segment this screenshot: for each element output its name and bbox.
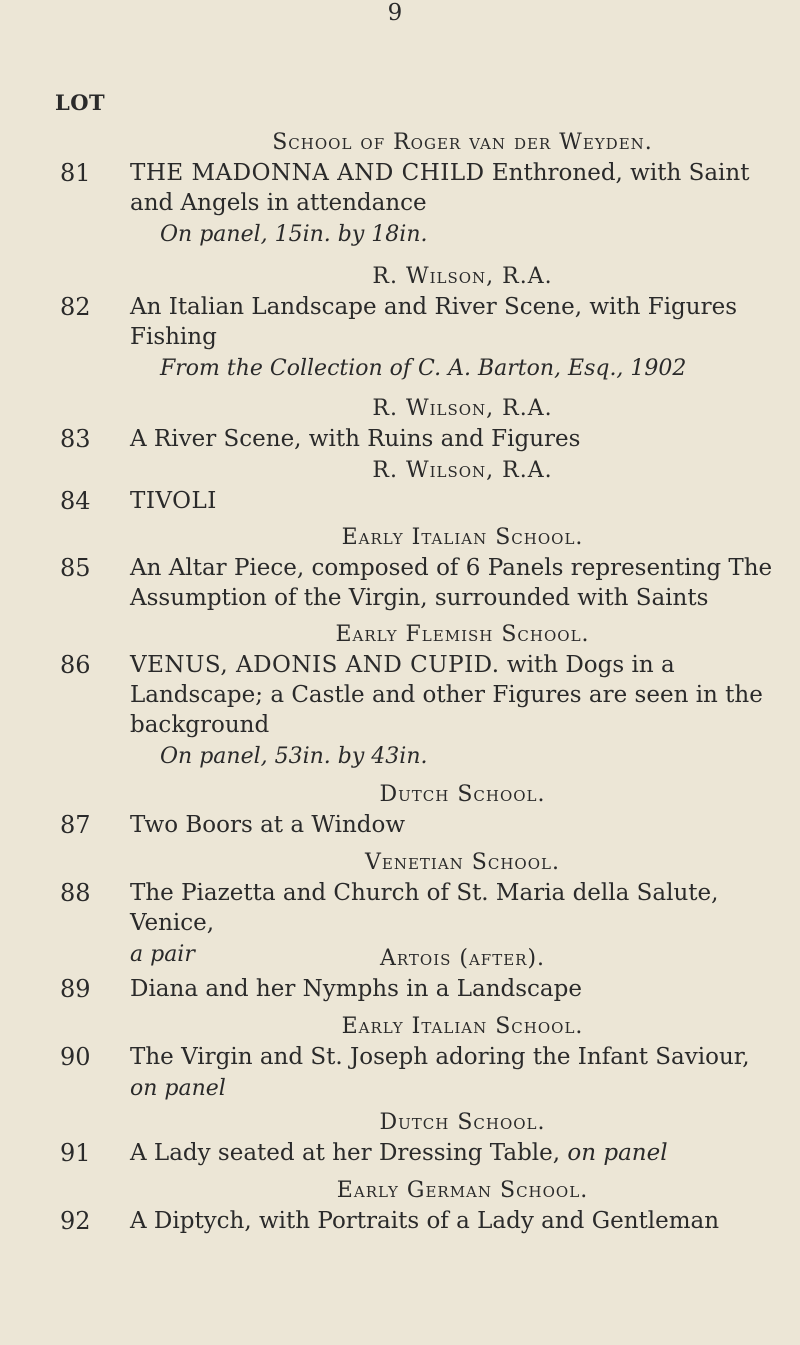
lot-title: TIVOLI — [130, 488, 217, 514]
artist-heading: School of Roger van der Weyden. — [272, 130, 653, 155]
lot-title: VENUS, ADONIS AND CUPID. — [130, 652, 500, 678]
lot-number: 89 — [60, 975, 91, 1003]
lot-description: The Virgin and St. Joseph adoring the Infant Saviour, — [130, 1044, 750, 1070]
artist-heading: Dutch School. — [379, 1110, 546, 1135]
lot-number: 88 — [60, 879, 91, 907]
lot-description — [130, 1138, 785, 1168]
lot-description: A Diptych, with Portraits of a Lady and Gentleman — [130, 1208, 720, 1234]
lot-body — [130, 780, 785, 840]
lot-title: THE MADONNA AND CHILD — [130, 160, 485, 186]
lot-note: On panel, 15in. by 18in. — [160, 222, 428, 247]
lot-description: Two Boors at a Window — [130, 812, 406, 838]
lot-text: Enthroned, with Saint and Angels in attendance — [130, 160, 750, 216]
lot-column-header: LOT — [55, 90, 106, 115]
lot-description: A River Scene, with Ruins and Figures — [130, 426, 581, 452]
lot-body — [130, 523, 785, 613]
lot-number: 85 — [60, 554, 91, 582]
artist-heading: R. Wilson, R.A. — [372, 396, 553, 421]
lot-note: From the Collection of C. A. Barton, Esq., 1902 — [160, 356, 687, 381]
lot-body — [130, 262, 785, 384]
lot-description: Diana and her Nymphs in a Landscape — [130, 976, 582, 1002]
lot-description — [130, 486, 785, 516]
lot-description: An Altar Piece, composed of 6 Panels representing The Assumption of the Virgin, surrounded with Saints — [130, 555, 773, 611]
lot-number: 87 — [60, 811, 91, 839]
artist-heading: R. Wilson, R.A. — [372, 458, 553, 483]
lot-description: The Piazetta and Church of St. Maria della Salute, Venice, — [130, 880, 719, 936]
lot-note: a pair — [130, 942, 195, 967]
lot-body — [130, 128, 785, 250]
artist-heading: Artois (after). — [379, 946, 546, 971]
lot-body — [130, 394, 785, 454]
lot-body — [130, 944, 785, 1004]
lot-number: 86 — [60, 651, 91, 679]
artist-heading: Venetian School. — [365, 850, 560, 875]
lot-number: 84 — [60, 487, 91, 515]
lot-number: 91 — [60, 1139, 91, 1167]
lot-note: On panel, 53in. by 43in. — [160, 744, 428, 769]
lot-note: on panel — [130, 1076, 226, 1101]
lot-description — [130, 650, 785, 740]
artist-heading: Early Italian School. — [341, 525, 584, 550]
lot-number: 92 — [60, 1207, 91, 1235]
artist-heading: Early German School. — [336, 1178, 589, 1203]
artist-heading: Dutch School. — [379, 782, 546, 807]
lot-description: An Italian Landscape and River Scene, with Figures Fishing — [130, 294, 737, 350]
lot-body — [130, 1108, 785, 1168]
lot-body — [130, 456, 785, 516]
lot-text: with Dogs in a Landscape; a Castle and other Figures are seen in the background — [130, 652, 763, 738]
lot-number: 83 — [60, 425, 91, 453]
lot-description — [130, 158, 785, 218]
lot-body — [130, 620, 785, 772]
artist-heading: R. Wilson, R.A. — [372, 264, 553, 289]
lot-body — [130, 1176, 785, 1236]
artist-heading: Early Flemish School. — [335, 622, 590, 647]
lot-note: on panel — [567, 1140, 668, 1166]
lot-number: 81 — [60, 159, 91, 187]
lot-text: A Lady seated at her Dressing Table, — [130, 1140, 561, 1166]
page-number: 9 — [387, 0, 403, 26]
artist-heading: Early Italian School. — [341, 1014, 584, 1039]
lot-body — [130, 1012, 785, 1104]
lot-number: 90 — [60, 1043, 91, 1071]
lot-number: 82 — [60, 293, 91, 321]
